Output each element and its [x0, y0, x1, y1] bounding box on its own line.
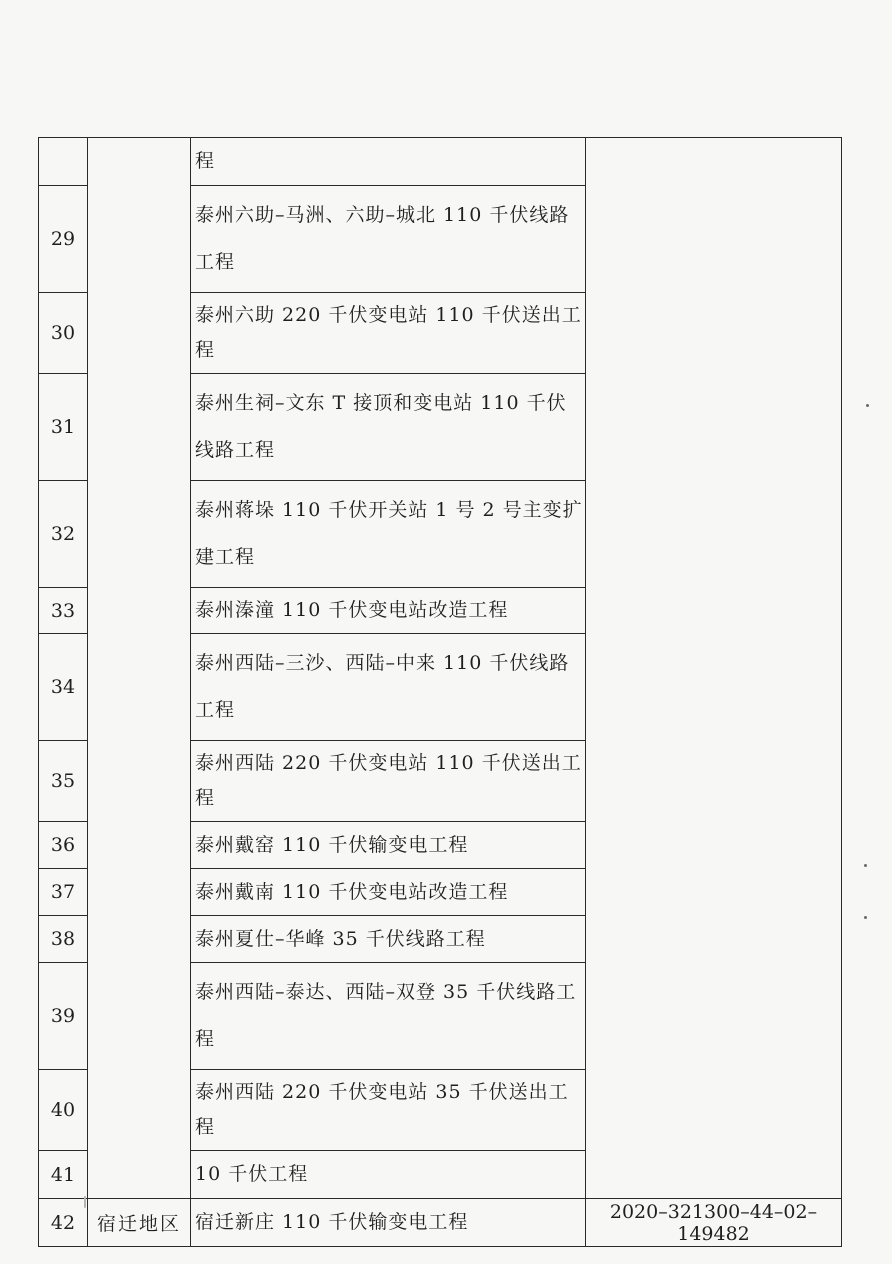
project-name: 泰州六助 220 千伏变电站 110 千伏送出工程: [195, 304, 582, 361]
row-number: 41: [50, 1163, 76, 1186]
project-name-cell: [191, 634, 586, 741]
project-name-cell: [191, 741, 586, 822]
project-name-cell: [191, 963, 586, 1070]
project-name: 程: [195, 150, 216, 172]
table-row: [39, 138, 842, 186]
row-number: 42: [50, 1211, 76, 1234]
region-label: 宿迁地区: [96, 1213, 181, 1235]
project-name: 宿迁新庄 110 千伏输变电工程: [195, 1211, 469, 1233]
project-name: 泰州戴南 110 千伏变电站改造工程: [195, 880, 509, 903]
row-number-cell: [39, 186, 88, 293]
project-table: [38, 137, 842, 1247]
row-number: 31: [50, 416, 76, 438]
project-code-cell: [586, 138, 842, 1199]
row-number-cell: [39, 741, 88, 822]
scan-speck: [864, 916, 867, 919]
row-number-cell: [39, 1070, 88, 1151]
row-number: 32: [50, 523, 76, 545]
row-number-cell: [39, 963, 88, 1070]
row-number: 29: [50, 228, 76, 250]
row-number-cell: [39, 822, 88, 869]
project-name-cell: [191, 822, 586, 869]
project-name-cell: [191, 916, 586, 963]
project-name: 泰州西陆–泰达、西陆–双登 35 千伏线路工程: [195, 981, 577, 1050]
row-number: 40: [50, 1099, 76, 1121]
region-cell: [88, 138, 191, 1199]
project-name-cell: [191, 588, 586, 634]
project-name-cell: [191, 138, 586, 186]
project-name-cell: [191, 374, 586, 481]
project-name: 泰州西陆 220 千伏变电站 110 千伏送出工程: [195, 752, 582, 809]
project-name: 泰州生祠–文东 T 接顶和变电站 110 千伏线路工程: [195, 392, 567, 461]
row-number: 34: [50, 676, 76, 698]
region-cell: [88, 1199, 191, 1247]
row-number-cell: [39, 1199, 88, 1247]
row-number: 38: [50, 928, 76, 950]
row-number-cell: [39, 916, 88, 963]
project-name-cell: [191, 869, 586, 916]
row-number-cell: [39, 1151, 88, 1199]
project-code-cell: [586, 1199, 842, 1247]
row-number-cell: [39, 481, 88, 588]
row-number-cell: [39, 138, 88, 186]
scan-speck: [864, 864, 867, 867]
row-number: 35: [50, 770, 76, 792]
project-name-cell: [191, 1151, 586, 1199]
row-number: 30: [50, 322, 76, 344]
row-number: 36: [50, 834, 76, 856]
row-number: 37: [50, 881, 76, 903]
project-name: 泰州六助–马洲、六助–城北 110 千伏线路工程: [195, 204, 570, 273]
project-name: 泰州西陆 220 千伏变电站 35 千伏送出工程: [195, 1081, 569, 1138]
row-number: 39: [50, 1005, 76, 1027]
project-name: 泰州夏仕–华峰 35 千伏线路工程: [195, 927, 486, 950]
scan-speck: [84, 1196, 86, 1208]
project-name: 泰州溱潼 110 千伏变电站改造工程: [195, 599, 509, 621]
project-name-cell: [191, 1199, 586, 1247]
project-name-cell: [191, 481, 586, 588]
table-row: [39, 1199, 842, 1247]
project-code: 2020–321300–44–02–149482: [609, 1200, 818, 1245]
row-number-cell: [39, 634, 88, 741]
project-name-cell: [191, 186, 586, 293]
project-name-cell: [191, 1070, 586, 1151]
project-name: 泰州蒋垛 110 千伏开关站 1 号 2 号主变扩建工程: [195, 499, 583, 568]
row-number-cell: [39, 869, 88, 916]
scan-speck: [866, 404, 869, 407]
row-number: 33: [50, 599, 76, 622]
row-number-cell: [39, 293, 88, 374]
project-name-cell: [191, 293, 586, 374]
row-number-cell: [39, 374, 88, 481]
row-number-cell: [39, 588, 88, 634]
project-name: 泰州戴窑 110 千伏输变电工程: [195, 833, 469, 856]
project-name: 泰州西陆–三沙、西陆–中来 110 千伏线路工程: [195, 652, 570, 721]
project-name: 10 千伏工程: [195, 1163, 309, 1185]
